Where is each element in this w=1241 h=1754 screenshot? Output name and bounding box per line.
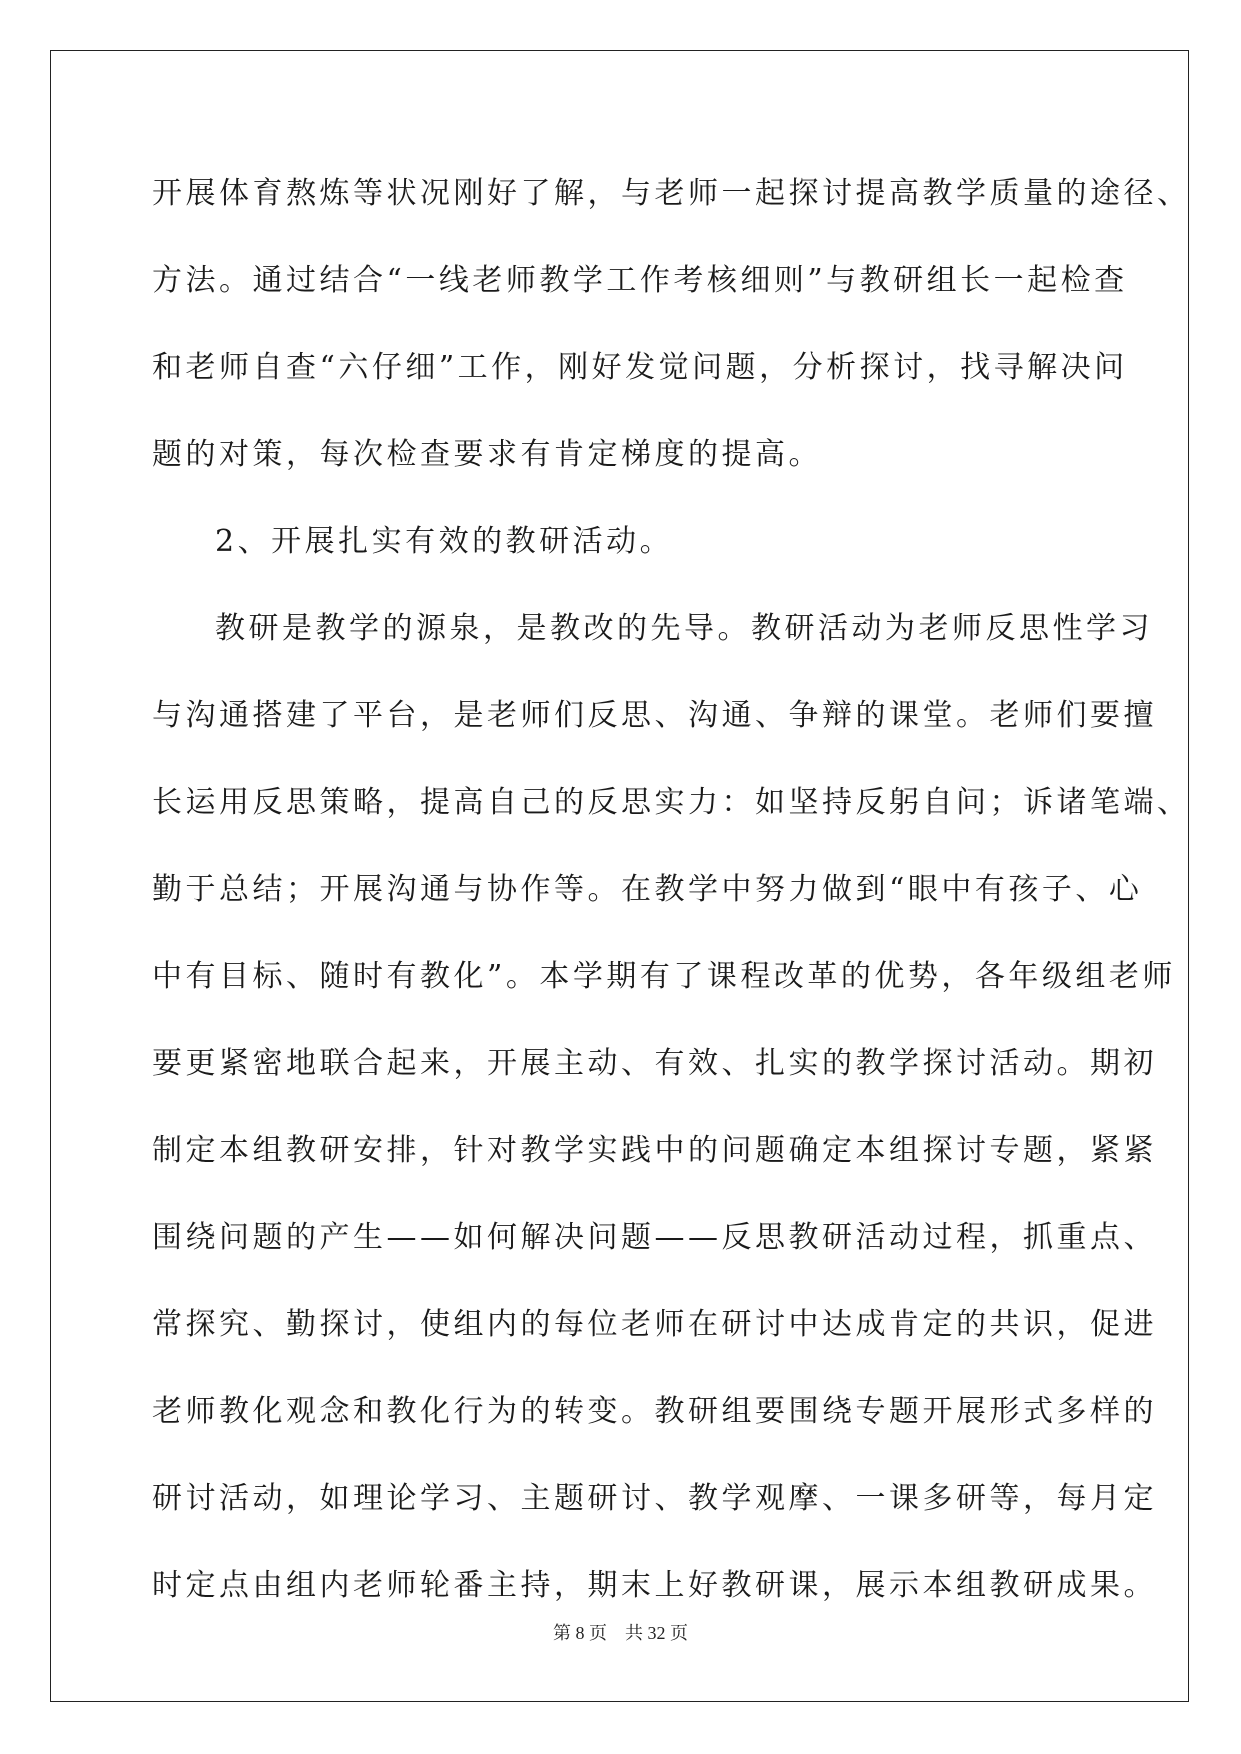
text-line: 教研是教学的源泉，是教改的先导。教研活动为老师反思性学习 [215,611,1153,646]
text-line: 和老师自查“六仔细”工作，刚好发觉问题，分析探讨，找寻解决问 [152,350,1128,385]
text-line: 中有目标、随时有教化”。本学期有了课程改革的优势，各年级组老师 [152,959,1176,994]
page-total: 共 32 页 [625,1623,688,1643]
text-line: 题的对策，每次检查要求有肯定梯度的提高。 [152,437,822,472]
text-line: 常探究、勤探讨，使组内的每位老师在研讨中达成肯定的共识，促进 [152,1307,1157,1342]
text-line: 制定本组教研安排，针对教学实践中的问题确定本组探讨专题，紧紧 [152,1133,1157,1168]
section-heading: 2、开展扎实有效的教研活动。 [215,524,674,559]
text-line: 时定点由组内老师轮番主持，期末上好教研课，展示本组教研成果。 [152,1568,1157,1603]
document-body [152,150,1191,1629]
text-line: 要更紧密地联合起来，开展主动、有效、扎实的教学探讨活动。期初 [152,1046,1157,1081]
text-line: 勤于总结；开展沟通与协作等。在教学中努力做到“眼中有孩子、心 [152,872,1143,907]
text-line: 研讨活动，如理论学习、主题研讨、教学观摩、一课多研等，每月定 [152,1481,1157,1516]
text-line: 开展体育熬炼等状况刚好了解，与老师一起探讨提高教学质量的途径、 [152,176,1191,211]
page-number: 第 8 页 [553,1623,607,1643]
text-line: 与沟通搭建了平台，是老师们反思、沟通、争辩的课堂。老师们要擅 [152,698,1157,733]
text-line: 方法。通过结合“一线老师教学工作考核细则”与教研组长一起检查 [152,263,1128,298]
text-line: 长运用反思策略，提高自己的反思实力：如坚持反躬自问；诉诸笔端、 [152,785,1191,820]
text-line: 围绕问题的产生——如何解决问题——反思教研活动过程，抓重点、 [152,1220,1157,1255]
page-footer [0,1619,1241,1645]
text-line: 老师教化观念和教化行为的转变。教研组要围绕专题开展形式多样的 [152,1394,1157,1429]
